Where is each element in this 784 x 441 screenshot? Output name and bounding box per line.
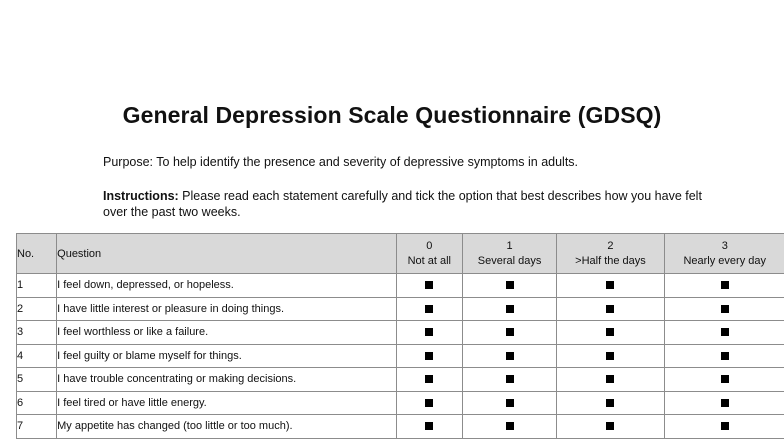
answer-cell-1[interactable] [462, 415, 557, 439]
checkbox-square-icon[interactable] [425, 281, 433, 289]
answer-cell-3[interactable] [664, 415, 784, 439]
table-row [17, 297, 784, 321]
checkbox-square-icon[interactable] [425, 352, 433, 360]
checkbox-square-icon[interactable] [506, 399, 514, 407]
answer-cell-3[interactable] [664, 274, 784, 298]
answer-cell-2[interactable] [557, 415, 664, 439]
checkbox-square-icon[interactable] [425, 422, 433, 430]
checkbox-square-icon[interactable] [506, 422, 514, 430]
header-option-2-label: >Half the days [575, 254, 646, 267]
checkbox-square-icon[interactable] [721, 422, 729, 430]
page-title: General Depression Scale Questionnaire (GDSQ) [122, 102, 662, 128]
checkbox-square-icon[interactable] [606, 399, 614, 407]
answer-cell-2[interactable] [557, 297, 664, 321]
answer-cell-1[interactable] [462, 297, 557, 321]
header-option-1 [462, 234, 557, 274]
header-option-0-label: Not at all [407, 254, 451, 267]
row-number: 3 [17, 321, 57, 345]
answer-cell-2[interactable] [557, 344, 664, 368]
header-option-2-score: 2 [607, 239, 614, 252]
row-question: I feel down, depressed, or hopeless. [57, 274, 397, 298]
answer-cell-3[interactable] [664, 321, 784, 345]
checkbox-square-icon[interactable] [606, 352, 614, 360]
checkbox-square-icon[interactable] [721, 305, 729, 313]
table-row [17, 391, 784, 415]
row-number: 4 [17, 344, 57, 368]
checkbox-square-icon[interactable] [425, 305, 433, 313]
answer-cell-3[interactable] [664, 344, 784, 368]
answer-cell-0[interactable] [396, 415, 462, 439]
row-question: I have trouble concentrating or making decisions. [57, 368, 397, 392]
header-option-1-label: Several days [477, 254, 542, 267]
checkbox-square-icon[interactable] [425, 375, 433, 383]
answer-cell-0[interactable] [396, 274, 462, 298]
answer-cell-1[interactable] [462, 274, 557, 298]
answer-cell-3[interactable] [664, 391, 784, 415]
answer-cell-1[interactable] [462, 344, 557, 368]
answer-cell-3[interactable] [664, 297, 784, 321]
row-number: 1 [17, 274, 57, 298]
row-question: I feel worthless or like a failure. [57, 321, 397, 345]
checkbox-square-icon[interactable] [721, 328, 729, 336]
header-option-0-score: 0 [426, 239, 433, 252]
checkbox-square-icon[interactable] [506, 352, 514, 360]
checkbox-square-icon[interactable] [425, 399, 433, 407]
row-number: 7 [17, 415, 57, 439]
checkbox-square-icon[interactable] [606, 422, 614, 430]
answer-cell-2[interactable] [557, 274, 664, 298]
checkbox-square-icon[interactable] [606, 375, 614, 383]
answer-cell-1[interactable] [462, 321, 557, 345]
row-number: 2 [17, 297, 57, 321]
answer-cell-0[interactable] [396, 297, 462, 321]
row-question: I feel guilty or blame myself for things. [57, 344, 397, 368]
answer-cell-3[interactable] [664, 368, 784, 392]
row-question: My appetite has changed (too little or too much). [57, 415, 397, 439]
header-option-3 [664, 234, 784, 274]
table-row [17, 274, 784, 298]
checkbox-square-icon[interactable] [721, 352, 729, 360]
header-option-3-label: Nearly every day [683, 254, 767, 267]
answer-cell-2[interactable] [557, 321, 664, 345]
table-row [17, 321, 784, 345]
checkbox-square-icon[interactable] [606, 305, 614, 313]
questionnaire-table [16, 233, 784, 439]
header-option-1-score: 1 [506, 239, 513, 252]
answer-cell-1[interactable] [462, 368, 557, 392]
instructions-body: Please read each statement carefully and tick the option that best describes how you have felt over the past two weeks. [103, 189, 702, 219]
checkbox-square-icon[interactable] [721, 281, 729, 289]
checkbox-square-icon[interactable] [606, 328, 614, 336]
header-option-3-score: 3 [721, 239, 728, 252]
row-number: 6 [17, 391, 57, 415]
checkbox-square-icon[interactable] [506, 328, 514, 336]
checkbox-square-icon[interactable] [606, 281, 614, 289]
header-option-2 [557, 234, 664, 274]
answer-cell-2[interactable] [557, 391, 664, 415]
row-question: I feel tired or have little energy. [57, 391, 397, 415]
answer-cell-1[interactable] [462, 391, 557, 415]
instructions-text [103, 188, 703, 220]
checkbox-square-icon[interactable] [425, 328, 433, 336]
answer-cell-0[interactable] [396, 368, 462, 392]
table-row [17, 368, 784, 392]
table-header-row [17, 234, 784, 274]
row-number: 5 [17, 368, 57, 392]
instructions-label: Instructions: [103, 189, 179, 203]
answer-cell-0[interactable] [396, 344, 462, 368]
answer-cell-0[interactable] [396, 391, 462, 415]
answer-cell-2[interactable] [557, 368, 664, 392]
header-no: No. [17, 234, 57, 274]
checkbox-square-icon[interactable] [506, 281, 514, 289]
checkbox-square-icon[interactable] [506, 305, 514, 313]
row-question: I have little interest or pleasure in doing things. [57, 297, 397, 321]
checkbox-square-icon[interactable] [721, 399, 729, 407]
header-question: Question [57, 234, 397, 274]
header-option-0 [396, 234, 462, 274]
purpose-text: Purpose: To help identify the presence and severity of depressive symptoms in adults. [103, 155, 579, 169]
table-row [17, 344, 784, 368]
checkbox-square-icon[interactable] [721, 375, 729, 383]
table-row [17, 415, 784, 439]
checkbox-square-icon[interactable] [506, 375, 514, 383]
answer-cell-0[interactable] [396, 321, 462, 345]
